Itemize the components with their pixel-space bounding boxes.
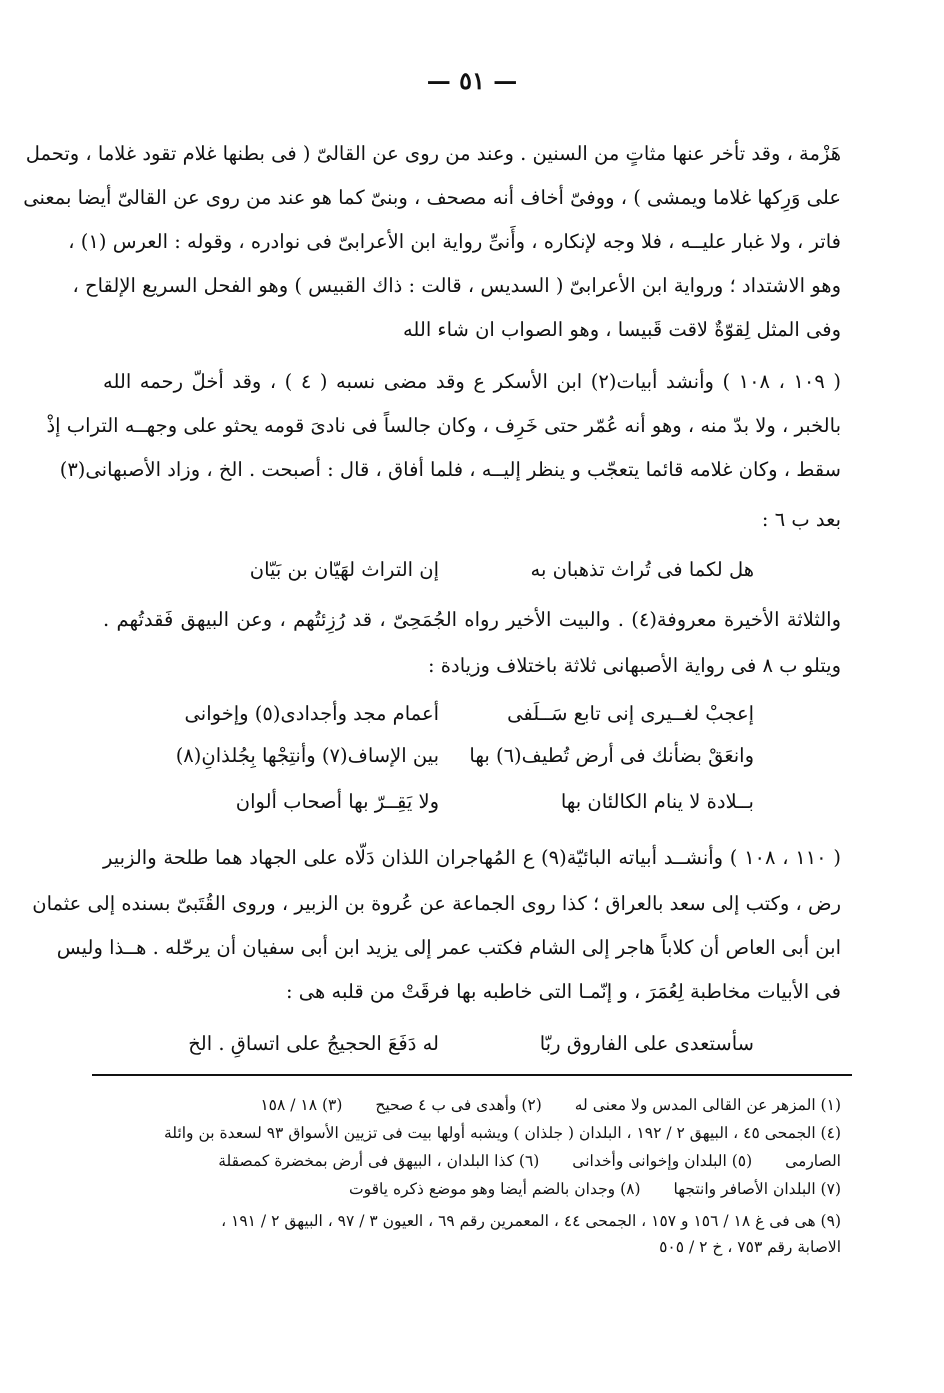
verse-hemistich-right: سأستعدى على الفاروق ربّا: [539, 1032, 754, 1055]
verse-hemistich-left: إن التراث لهَيّان بن بَيّان: [249, 558, 439, 581]
body-line: بالخبر ، ولا بدّ منه ، وهو أنه عُمّر حتى خَرِف ، وكان جالساً فى نادىَ قومه يحثو على وجهــه التراب إذْ: [46, 414, 841, 437]
body-line: ( ١٠٩ ، ١٠٨ ) وأنشد أبيات(٢) ابن الأسكر ع وقد مضى نسبه ( ٤ ) ، وقد أخلّ رحمه الله: [103, 370, 841, 393]
verse-hemistich-left: له دَفَعَ الحجيجُ على اتساقِ . الخ: [188, 1032, 439, 1055]
verse-hemistich-right: هل لكما فى تُراث تذهبان به: [530, 558, 754, 581]
body-line: ( ١١٠ ، ١٠٨ ) وأنشــد أبياته البائيّة(٩) ع المُهاجران اللذان دَلّاه على الجهاد هما طلحة والزبير: [103, 846, 841, 869]
body-line: بعد ب ٦ :: [761, 508, 841, 531]
footnote: (٣) ١٨ / ١٥٨: [260, 1096, 343, 1114]
footnote: (٨) وجدان بالضم أيضا وهو موضع ذكره ياقوت: [349, 1180, 641, 1198]
body-line: ابن أبى العاص أن كلاباً هاجر إلى الشام فكتب عمر إلى يزيد ابن أبى سفيان أن يرحّله . هــذا وليس: [56, 936, 841, 959]
body-line: هَزْمة ، وقد تأخر عنها مثاتٍ من السنين . وعند من روى عن القالىّ ( فى بطنها غلام تقود غلاما ، وتحمل: [25, 142, 841, 165]
verse-hemistich-left: بين الإساف(٧) وأنتِجْها بِجُلذانِ(٨): [175, 744, 439, 767]
body-line: ويتلو ب ٨ فى رواية الأصبهانى ثلاثة باختلاف وزيادة :: [428, 654, 841, 677]
body-line: والثلاثة الأخيرة معروفة(٤) . والبيت الأخير رواه الجُمَحِىّ ، قد رُزِئتُهم ، وعن البيهق فَقدتُهم .: [103, 608, 841, 631]
body-line: على وَرِكها غلاما ويمشى ) ، ووفىّ أخاف أنه مصحف ، وبنىّ كما هو عند من روى عن القالىّ أيضا بمعنى: [23, 186, 841, 209]
footnote-line: [101, 1092, 841, 1118]
footnote: (٧) البلدان الأصافر وانتجها: [673, 1180, 841, 1198]
footnote: (٦) كذا البلدان ، البيهق فى أرض بمخضرة كمصقلة: [218, 1152, 540, 1170]
verse-hemistich-right: وانعَقْ بضأنك فى أرض تُطيف(٦) بها: [469, 744, 754, 767]
verse-hemistich-right: إعجبْ لغــيرى إنى تابع سَــلَفى: [507, 702, 754, 725]
footnote: (٥) البلدان وإخوانى وأخدانى: [572, 1152, 753, 1170]
footnote: الاصابة رقم ٧٥٣ ، خ ٢ / ٥٠٥: [659, 1238, 841, 1256]
footnote: (٩) هى فى غ ١٨ / ١٥٦ و ١٥٧ ، الجمحى ٤٤ ، المعمرين رقم ٦٩ ، العيون ٣ / ٩٧ ، البيهق ٢ / ١٩١ ،: [221, 1212, 841, 1230]
body-line: وهو الاشتداد ؛ ورواية ابن الأعرابىّ ( السديس ، قالت : ذاك القبيس ) وهو الفحل السريع الإلقاح ،: [72, 274, 841, 297]
footnote-line: [101, 1176, 841, 1202]
body-line: سقط ، وكان غلامه قائما يتعجّب و ينظر إليــه ، فلما أفاق ، قال : أصبحت . الخ ، وزاد الأصبهانى(٣): [59, 458, 841, 481]
footnote: الصارمى: [785, 1152, 841, 1170]
footnote: (٢) وأهدى فى ب ٤ صحيح: [375, 1096, 542, 1114]
footnote-line: [101, 1208, 841, 1234]
footnote-line: [101, 1148, 841, 1174]
body-line: وفى المثل لِقوّةٌ لاقت قَبيسا ، وهو الصواب ان شاء الله: [402, 318, 841, 341]
footnote: (٤) الجمحى ٤٥ ، البيهق ٢ / ١٩٢ ، البلدان ( جلذان ) ويشبه أولها بيت فى تزيين الأسواق ٩٣ لسعدة بن وائلة: [164, 1124, 841, 1142]
page-number: — ٥١ —: [426, 66, 518, 95]
body-line: رض ، وكتب إلى سعد بالعراق ؛ كذا روى الجماعة عن عُروة بن الزبير ، وروى القُتَبىّ بسنده إلى عثمان: [32, 892, 841, 915]
body-line: فاتر ، ولا غبار عليــه ، فلا وجه لإنكاره ، وأَنىِّ رواية ابن الأعرابىّ فى نوادره ، وقوله : العرس (١) ،: [68, 230, 841, 253]
verse-hemistich-right: بــلادة لا ينام الكالئان بها: [560, 790, 754, 813]
footnote: (١) المزهر عن القالى المدس ولا معنى له: [574, 1096, 841, 1114]
footnote-line: [101, 1234, 841, 1260]
verse-hemistich-left: أعمام مجد وأجدادى(٥) وإخوانى: [184, 702, 439, 725]
body-line: فى الأبيات مخاطبة لِعُمَرَ ، و إنّمـا التى خاطبه بها فرقَتْ من قلبه هى :: [286, 980, 841, 1003]
footnote-separator: [92, 1074, 852, 1076]
footnote-line: [101, 1120, 841, 1146]
verse-hemistich-left: ولا يَقِــرّ بها أصحاب ألوان: [235, 790, 439, 813]
